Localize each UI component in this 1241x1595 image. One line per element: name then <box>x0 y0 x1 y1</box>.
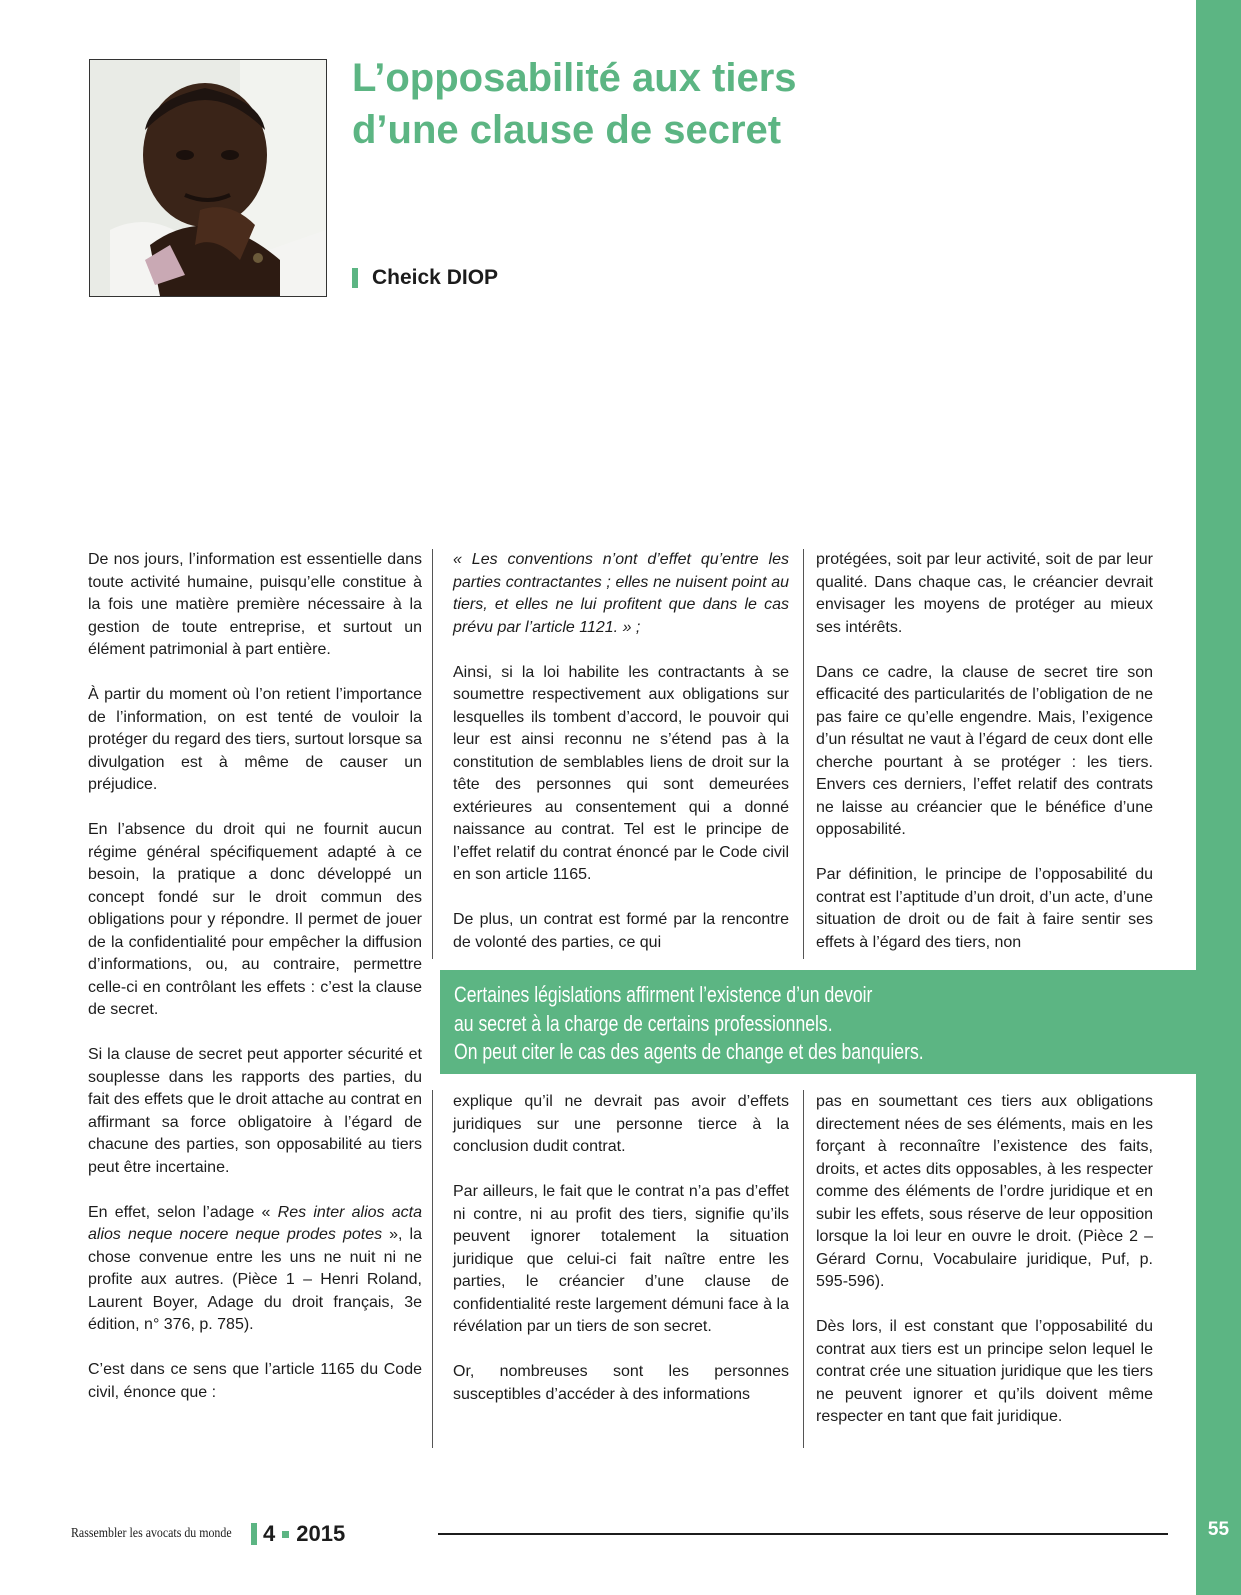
pull-quote-line: au secret à la charge de certains professionnels. <box>454 1010 833 1036</box>
column-3-bottom <box>816 1091 1153 1429</box>
paragraph: protégées, soit par leur activité, soit de par leur qualité. Dans chaque cas, le créancier devrait envisager les moyens de protéger au mieux ses intérêts. <box>816 551 1153 636</box>
column-divider <box>432 549 433 959</box>
paragraph: Si la clause de secret peut apporter sécurité et souplesse dans les rapports des parties, du fait des effets que le droit attache au contrat en affirmant sa force obligatoire à l’égard de chacune des parties, son opposabilité au tiers peut être incertaine. <box>88 1046 422 1176</box>
paragraph: Ainsi, si la loi habilite les contractants à se soumettre respectivement aux obligations sur lesquelles ils tombent d’accord, le pouvoir qui leur est ainsi reconnu ne s’étend pas à la constitution de semblables liens de droit sur la tête des personnes qui sont demeurées extérieures au consentement qui a donné naissance au contrat. Tel est le principe de l’effet relatif du contrat énoncé par le Code civil en son article 1165. <box>453 663 789 883</box>
paragraph: De nos jours, l’information est essentielle dans toute activité humaine, puisqu’elle constitue à la fois une matière première nécessaire à la gestion de toute entreprise, et surtout un élément patrimonial à part entière. <box>88 551 422 658</box>
column-divider <box>803 549 804 959</box>
column-1 <box>88 549 422 1404</box>
paragraph: C’est dans ce sens que l’article 1165 du Code civil, énonce que : <box>88 1361 422 1401</box>
footer-issue: 4 <box>263 1521 276 1546</box>
right-color-bar <box>1196 0 1241 1595</box>
author-byline <box>352 266 498 290</box>
adage-before: En effet, selon l’adage « <box>88 1203 278 1221</box>
paragraph: Dans ce cadre, la clause de secret tire son efficacité des particularités de l’obligation de ne pas faire ce qu’elle engendre. Mais, l’exigence d’un résultat ne vaut à l’égard de ceux dont elle cherche pourtant à se protéger : les tiers. Envers ces derniers, l’effet relatif des contrats ne laisse au créancier que le bénéfice d’une opposabilité. <box>816 663 1153 838</box>
paragraph: En l’absence du droit qui ne fournit aucun régime général spécifiquement adapté à ce besoin, la pratique a donc développé un concept fondé sur le droit commun des obligations pour y répondre. Il permet de jouer de la confidentialité pour empêcher la diffusion d’informations, ou, au contraire, permettre celle-ci en contrôlant les effets : c’est la clause de secret. <box>88 821 422 1018</box>
paragraph: Par définition, le principe de l’opposabilité du contrat est l’aptitude d’un droit, d’un acte, d’une situation de droit ou de fait à faire sentir ses effets à l’égard des tiers, non <box>816 866 1153 951</box>
footer-rule <box>438 1533 1168 1535</box>
adage-after: », la chose convenue entre les uns ne nuit ni ne profite aux autres. (Pièce 1 – Henri Roland, Laurent Boyer, Adage du droit français, 3e édition, n° 376, p. 785). <box>88 1226 422 1333</box>
column-divider <box>432 1090 433 1448</box>
column-3-top <box>816 549 1153 954</box>
page-number: 55 <box>1207 1519 1230 1540</box>
adage-italic: Res inter alios acta alios neque nocere neque prodes potes <box>88 1203 423 1243</box>
title-line-1: L’opposabilité aux tiers <box>352 56 797 100</box>
quote-article-1165: « Les conventions n’ont d’effet qu’entre les parties contractantes ; elles ne nuisent point au tiers, et elles ne lui profitent que dans le cas prévu par l’article 1121. » ; <box>453 551 789 636</box>
paragraph-adage <box>88 1202 422 1337</box>
author-name: Cheick DIOP <box>372 266 499 289</box>
footer-publication: Rassembler les avocats du monde <box>71 1526 232 1541</box>
paragraph: À partir du moment où l’on retient l’importance de l’information, on est tenté de vouloir la protéger du regard des tiers, surtout lorsque sa divulgation est à même de causer un préjudice. <box>88 686 422 793</box>
footer-year: 2015 <box>296 1521 346 1546</box>
paragraph: De plus, un contrat est formé par la rencontre de volonté des parties, ce qui <box>453 911 789 951</box>
paragraph: explique qu’il ne devrait pas avoir d’effets juridiques sur une personne tierce à la conclusion dudit contrat. <box>453 1093 789 1155</box>
author-portrait-icon <box>90 60 326 296</box>
article-title <box>352 52 1152 156</box>
author-photo <box>89 59 327 297</box>
footer <box>71 1521 345 1547</box>
pull-quote-line: Certaines législations affirment l’existence d’un devoir <box>454 982 873 1007</box>
paragraph: Dès lors, il est constant que l’opposabilité du contrat aux tiers est un principe selon lequel le contrat crée une situation juridique que les tiers ne peuvent ignorer et qu’ils doivent même respecter en tant que fait juridique. <box>816 1318 1153 1425</box>
column-2-top <box>453 549 789 954</box>
paragraph: Par ailleurs, le fait que le contrat n’a pas d’effet ni contre, ni au profit des tiers, signifie qu’ils peuvent ignorer totalement la situation juridique que celui-ci fait naître entre les parties, le créancier d’une clause de confidentialité reste largement démuni face à la révélation par un tiers de son secret. <box>453 1183 789 1335</box>
pull-quote-line: On peut citer le cas des agents de change et des banquiers. <box>454 1039 924 1064</box>
title-line-2: d’une clause de secret <box>352 108 782 152</box>
paragraph: pas en soumettant ces tiers aux obligations directement nées de ses éléments, mais en les forçant à reconnaître l’existence des faits, droits, et actes dits opposables, à les respecter comme des éléments de l’ordre juridique et en subir les effets, sous réserve de leur opposition lorsque la loi leur en ouvre le droit. (Pièce 2 – Gérard Cornu, Vocabulaire juridique, Puf, p. 595-596). <box>816 1093 1153 1290</box>
footer-square-icon <box>282 1531 289 1538</box>
column-2-bottom <box>453 1091 789 1406</box>
author-bar-icon <box>352 268 358 288</box>
pull-quote <box>440 970 1196 1074</box>
paragraph: Or, nombreuses sont les personnes susceptibles d’accéder à des informations <box>453 1363 789 1403</box>
column-divider <box>803 1090 804 1448</box>
footer-bar-icon <box>251 1523 257 1545</box>
